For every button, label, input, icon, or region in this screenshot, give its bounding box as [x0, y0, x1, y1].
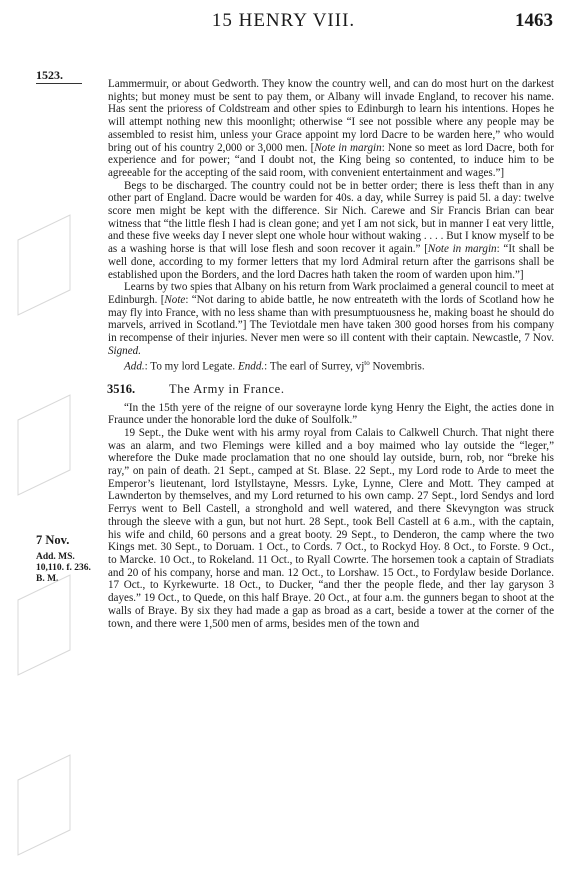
letter-paragraph: Lammermuir, or about Gedworth. They know the country well, and can do most hurt on the darkest nights; but money must be sent to pay them, or Albany will invade England, to recover his name. Has sent the prioress of Coldstream and other spies to Edinburgh to learn his intentions. Hopes he will attempt nothing new this moonlight; otherwise “I see not possible where any people may be assembled to resist him, unless your Grace appoint my lord Dacre to be warden here,” who would bring out of his country 2,000 or 3,000 men. [Note in margin: None so meet as lord Dacre, both for experience and for power; “and I doubt not, the King being so contented, to induce him to be agreeable for the accepting of the said room, with convenient entertainment and wages.”] — [108, 78, 554, 179]
note-label: Note in margin — [427, 243, 497, 256]
margin-ref-line: Add. MS. — [36, 552, 75, 562]
page-body — [108, 78, 554, 630]
margin-ref-line: 10,110. f. 236. — [36, 563, 91, 573]
signed-label: Signed. — [108, 344, 141, 357]
page-number: 1463 — [515, 10, 553, 31]
margin-ref-line: B. M. — [36, 574, 59, 584]
address-line: Add.: To my lord Legate. Endd.: The earl of Surrey, $vj^{to}$ Novembris. — [124, 359, 425, 374]
margin-manuscript-reference — [36, 552, 91, 585]
letter-paragraph: Learns by two spies that Albany on his return from Wark proclaimed a general council to meet at Edinburgh. [Note: “Not daring to abide battle, he now entreateth with the lords of Scotland how he may fly into France, with no less shame than with presumptuousness he, making boast he should do marvels, arrived in Scotland.”] The Teviotdale men have taken 300 good horses from his company in recompense of their injuries. Never men were so ill content with their captain. Newcastle, 7 Nov. Signed. — [108, 281, 554, 357]
margin-year: 1523. — [36, 68, 63, 82]
army-narrative: 19 Sept., the Duke went with his army royal from Calais to Calkwell Church. That night there was an alarm, and two Flemings were killed and a boy maimed who lay outside the “leger,” wherefore the Duke made proclamation that no one should lay outside, burn, rob, nor “breke his ray,” on pain of death. 21 Sept., camped at St. Blase. 22 Sept., my Lord rode to Arde to meet the Emperor’s lieutenant, lord Istyllstayne, Messrs. Lyke, Lynne, Clere and Mott. They camped at Lawnderton by themselves, and my Lord returned to his own camp. 27 Sept., lord Sendys and lord Ferrys went to Bell Castell, a stronghold and well watered, and there Skevyngton was struck through the sleeve with a gun, but not hurt. 28 Sept., took Bell Castell at 6 a.m., with the captain, his wife and child, 60 persons and a great booty. 29 Sept., to Denderon, the camp where the two Kings met. 30 Sept., to Doruam. 1 Oct., to Cords. 7 Oct., to Rockyd Hoy. 8 Oct., to Forste. 9 Oct., to Marcke. 10 Oct., to Rokeland. 11 Oct., to Ryall Cowrte. The horsemen took a captain of Stradiats and 20 of his company, horse and man. 12 Oct., to Lorshaw. 15 Oct., to Fordylaw beside Dorlance. 17 Oct., to Kyrkewurte. 18 Oct., to Ducker, “and ther the people flede, and ther lay garyson 3 dayes.” 19 Oct., to Quede, on this half Braye. 20 Oct., at four a.m. the gunners began to shoot at the walls of Braye. By six they had made a gap as broad as a cart, beside a tower at the corner of the town, and there were 1,500 men of arms, besides men of the town and — [108, 426, 554, 630]
letter-paragraph: Begs to be discharged. The country could not be in better order; there is less theft than in any other part of England. Dacre would be warden for 40s. a day, while Surrey is paid 5l. a day: twelve score men might be kept with the difference. Sir Nich. Carewe and Sir Francis Brian can bear witness that “the little flesh I had is clean gone; and yet I am not sick, but in manner I eat very little, and these five weeks day I never slept one whole hour without waking . . . . But I know myself to be as a washing horse is that will lose flesh and soon recover it again.” [Note in margin: “It shall be well done, according to my former letters that my lord Admiral return after the garrisons shall be established upon the Borders, and the lord Dacres hath taken the room of warden upon him.”] — [108, 179, 555, 281]
year-underline — [36, 83, 82, 84]
army-intro: “In the 15th yere of the reigne of our soverayne lorde kyng Henry the Eight, the acties done in Fraunce under the honorable lord the duke of Soulfolk.” — [108, 401, 554, 427]
entry-number: 3516. — [107, 381, 136, 396]
entry-heading — [108, 383, 554, 396]
entry-title: The Army in France. — [169, 381, 285, 396]
note-label: Note in margin — [314, 141, 382, 154]
margin-entry-date: 7 Nov. — [36, 533, 70, 547]
page-header — [0, 6, 567, 38]
running-title: 15 HENRY VIII. — [211, 10, 356, 31]
note-label: Note — [164, 293, 186, 306]
